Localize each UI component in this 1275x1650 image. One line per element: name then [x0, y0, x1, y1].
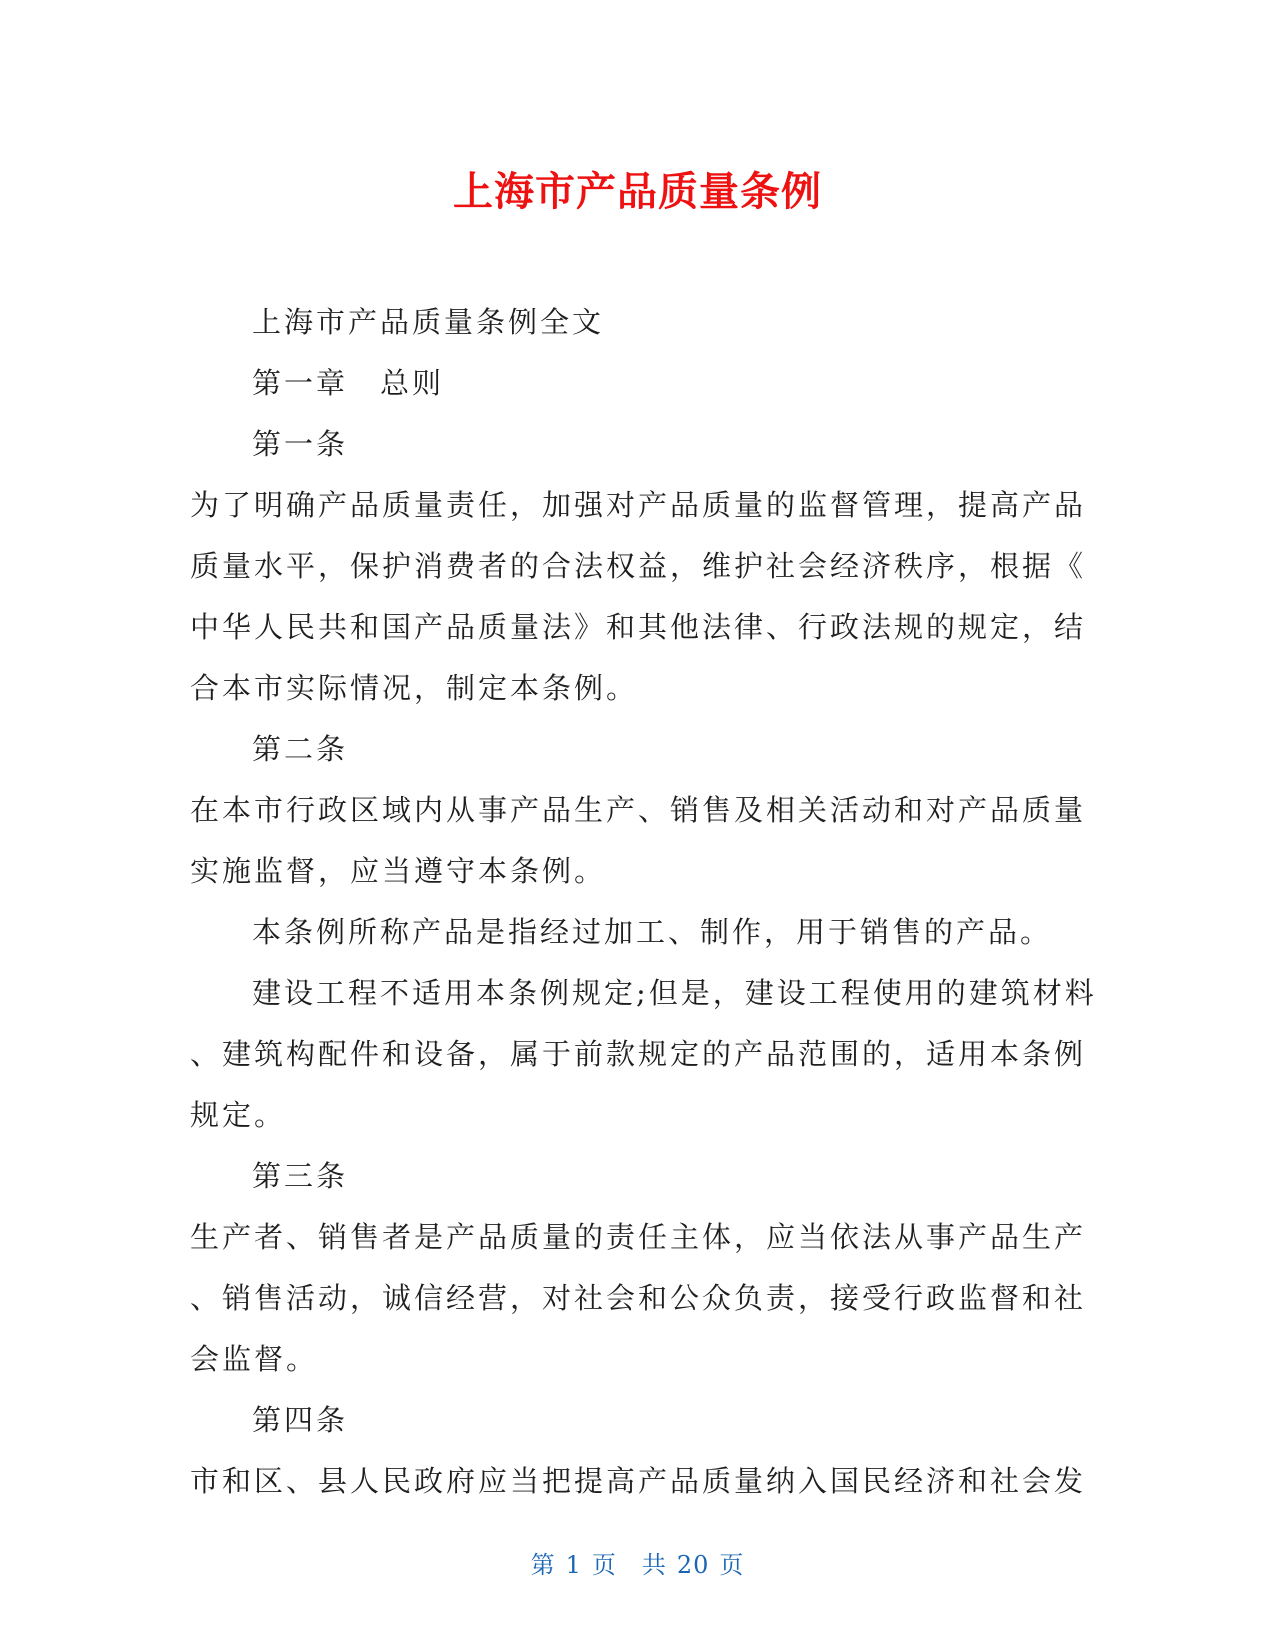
article-1-body: [190, 475, 1090, 719]
text-line: 第一章 总则: [252, 366, 445, 400]
text-line: 为了明确产品质量责任，加强对产品质量的监督管理，提高产品: [190, 488, 1087, 522]
text-line: 、销售活动，诚信经营，对社会和公众负责，接受行政监督和社: [190, 1281, 1087, 1315]
current-page-number: 1: [565, 1551, 582, 1579]
page-label-mid: 页 共: [591, 1551, 667, 1579]
text-line: 第三条: [252, 1159, 349, 1193]
text-line: 在本市行政区域内从事产品生产、销售及相关活动和对产品质量: [190, 793, 1087, 827]
text-line: 、建筑构配件和设备，属于前款规定的产品范围的，适用本条例: [190, 1037, 1087, 1071]
text-line: 本条例所称产品是指经过加工、制作，用于销售的产品。: [252, 915, 1053, 949]
text-line: 第二条: [252, 732, 349, 766]
text-line: 会监督。: [190, 1342, 319, 1376]
page-label-prefix: 第: [530, 1551, 556, 1579]
article-2-body-1: [190, 780, 1090, 902]
chapter-heading: [190, 353, 1090, 414]
document-body: [190, 292, 1097, 1512]
text-line: 实施监督，应当遵守本条例。: [190, 854, 607, 888]
article-1-heading: [190, 414, 1090, 475]
article-2-body-2: [190, 902, 1090, 963]
article-2-body-3: [190, 963, 1097, 1146]
text-line: 中华人民共和国产品质量法》和其他法律、行政法规的规定，结: [190, 610, 1087, 644]
total-pages-number: 20: [676, 1551, 710, 1579]
page-number-footer: [0, 1545, 1275, 1580]
text-line: 质量水平，保护消费者的合法权益，维护社会经济秩序，根据《: [190, 549, 1087, 583]
text-line: 市和区、县人民政府应当把提高产品质量纳入国民经济和社会发: [190, 1464, 1087, 1498]
article-4-body: [190, 1451, 1090, 1512]
text-line: 合本市实际情况，制定本条例。: [190, 671, 639, 705]
text-line: 规定。: [190, 1098, 287, 1132]
article-3-heading: [190, 1146, 1090, 1207]
article-3-body: [190, 1207, 1090, 1390]
article-2-heading: [190, 719, 1090, 780]
document-title: 上海市产品质量条例: [453, 169, 822, 215]
text-line: 第四条: [252, 1403, 349, 1437]
full-text-heading: [190, 292, 1090, 353]
text-line: 上海市产品质量条例全文: [252, 305, 605, 339]
text-line: 第一条: [252, 427, 349, 461]
page-label-suffix: 页: [719, 1551, 745, 1579]
text-line: 建设工程不适用本条例规定;但是，建设工程使用的建筑材料: [252, 976, 1097, 1010]
text-line: 生产者、销售者是产品质量的责任主体，应当依法从事产品生产: [190, 1220, 1087, 1254]
article-4-heading: [190, 1390, 1090, 1451]
